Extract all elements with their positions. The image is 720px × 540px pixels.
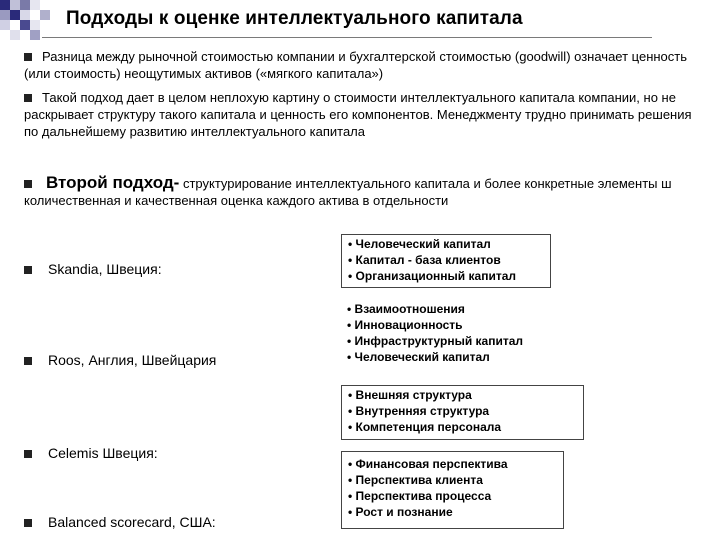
second-approach-heading: Второй подход- bbox=[46, 173, 180, 192]
paragraph-goodwill bbox=[24, 48, 699, 82]
paragraph-approach-critique bbox=[24, 89, 699, 140]
second-approach-text: структурирование интеллектуального капитала и более конкретные элементы ш количественная и качественная оценка каждого актива в отдельности bbox=[24, 176, 672, 208]
model-label: Roos, Англия, Швейцария bbox=[48, 352, 217, 368]
square-bullet-icon bbox=[24, 180, 32, 188]
model-balanced-scorecard bbox=[24, 514, 216, 530]
box-line: • Инновационность bbox=[347, 318, 463, 332]
model-roos bbox=[24, 352, 216, 368]
balanced-scorecard-components-box bbox=[341, 451, 564, 529]
square-bullet-icon bbox=[24, 266, 32, 274]
decorative-squares bbox=[0, 0, 60, 40]
paragraph-text: Такой подход дает в целом неплохую картину о стоимости интеллектуального капитала компании, но не раскрывает структуру такого капитала и ценность его компонентов. Менеджменту трудно принимать решения по дальнейшему развитию интеллектуального капитала bbox=[24, 90, 692, 139]
model-skandia bbox=[24, 261, 162, 277]
model-label: Balanced scorecard, США: bbox=[48, 514, 216, 530]
box-line: • Рост и познание bbox=[348, 505, 453, 519]
box-line: • Перспектива процесса bbox=[348, 489, 492, 503]
box-line: • Внутренняя структура bbox=[348, 404, 490, 418]
box-line: • Организационный капитал bbox=[348, 269, 516, 283]
paragraph-text: Разница между рыночной стоимостью компании и бухгалтерской стоимостью (goodwill) означает ценность (или стоимость) неощутимых активов («мягкого капитала») bbox=[24, 49, 688, 81]
square-bullet-icon bbox=[24, 519, 32, 527]
box-line: • Взаимоотношения bbox=[347, 302, 465, 316]
box-line: • Человеческий капитал bbox=[348, 237, 491, 251]
box-line: • Финансовая перспектива bbox=[348, 457, 508, 471]
page-title: Подходы к оценке интеллектуального капитала bbox=[66, 8, 523, 29]
model-label: Skandia, Швеция: bbox=[48, 261, 162, 277]
square-bullet-icon bbox=[24, 450, 32, 458]
box-line: • Компетенция персонала bbox=[348, 420, 502, 434]
box-line: • Инфраструктурный капитал bbox=[347, 334, 524, 348]
square-bullet-icon bbox=[24, 94, 32, 102]
square-bullet-icon bbox=[24, 357, 32, 365]
celemis-components-box bbox=[341, 385, 584, 440]
model-celemis bbox=[24, 445, 158, 461]
box-line: • Перспектива клиента bbox=[348, 473, 483, 487]
box-line: • Капитал - база клиентов bbox=[348, 253, 501, 267]
skandia-components-box bbox=[341, 234, 551, 288]
roos-components-box bbox=[341, 300, 571, 370]
paragraph-second-approach bbox=[24, 174, 699, 209]
box-line: • Внешняя структура bbox=[348, 388, 472, 402]
box-line: • Человеческий капитал bbox=[347, 350, 490, 364]
square-bullet-icon bbox=[24, 53, 32, 61]
title-divider bbox=[42, 37, 652, 38]
model-label: Celemis Швеция: bbox=[48, 445, 158, 461]
